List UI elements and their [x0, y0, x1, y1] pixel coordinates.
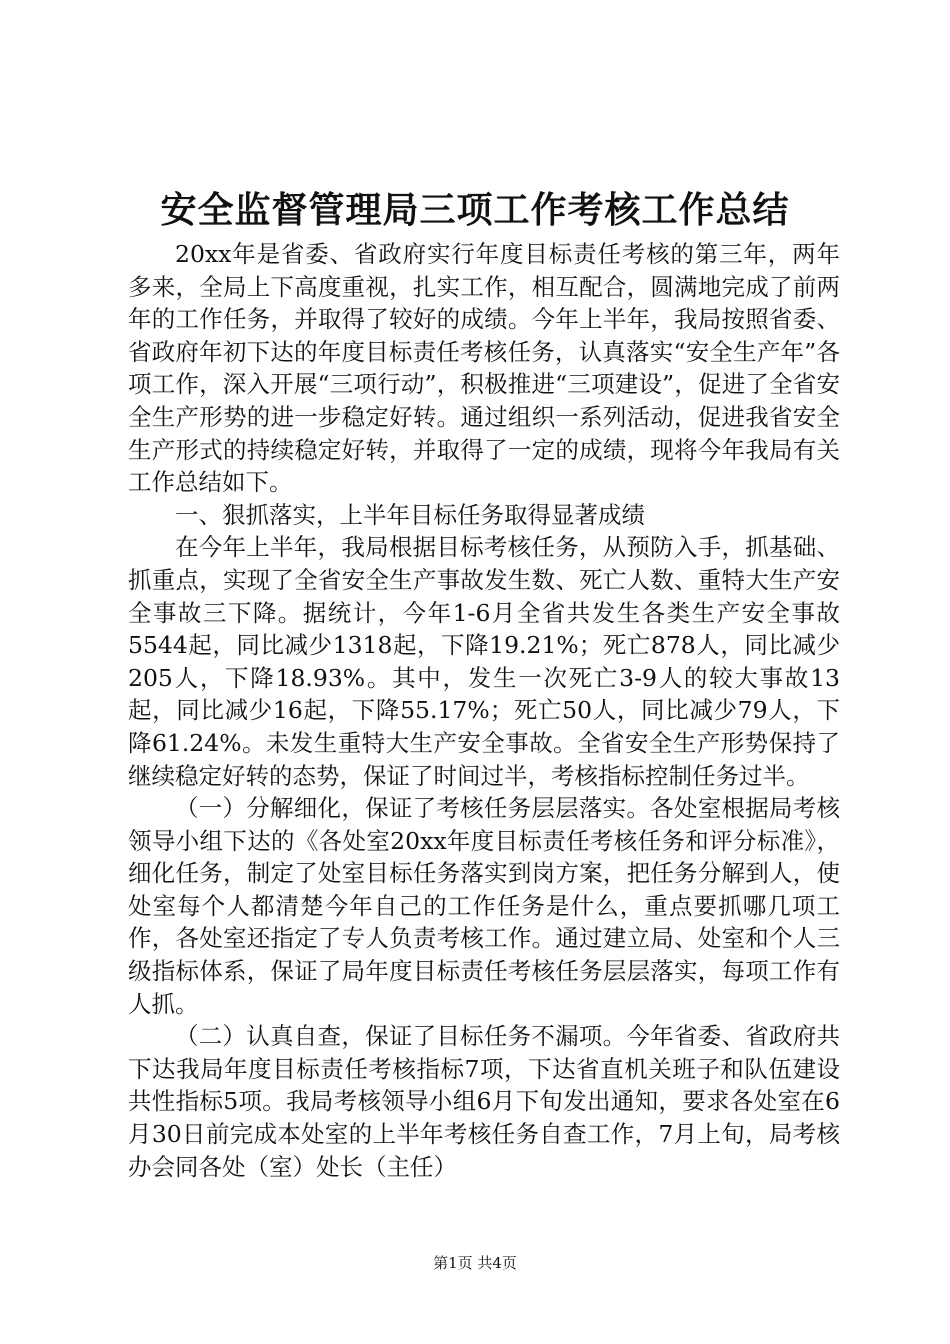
- subsection-one-paragraph: （一）分解细化，保证了考核任务层层落实。各处室根据局考核领导小组下达的《各处室20xx年度目标责任考核任务和评分标准》，细化任务，制定了处室目标任务落实到岗方案，把任务分解到人，使处室每个人都清楚今年自己的工作任务是什么，重点要抓哪几项工作，各处室还指定了专人负责考核工作。通过建立局、处室和个人三级指标体系，保证了局年度目标责任考核任务层层落实，每项工作有人抓。: [128, 794, 840, 1018]
- intro-paragraph: 20xx年是省委、省政府实行年度目标责任考核的第三年，两年多来，全局上下高度重视，扎实工作，相互配合，圆满地完成了前两年的工作任务，并取得了较好的成绩。今年上半年，我局按照省委、省政府年初下达的年度目标责任考核任务，认真落实“安全生产年”各项工作，深入开展“三项行动”，积极推进“三项建设”，促进了全省安全生产形势的进一步稳定好转。通过组织一系列活动，促进我省安全生产形式的持续稳定好转，并取得了一定的成绩，现将今年我局有关工作总结如下。: [128, 240, 840, 497]
- page-number-footer: 第1页 共4页: [433, 1254, 517, 1272]
- document-body: [128, 238, 840, 1183]
- section-heading: 一、狠抓落实，上半年目标任务取得显著成绩: [175, 500, 645, 529]
- statistics-paragraph: 在今年上半年，我局根据目标考核任务，从预防入手，抓基础、抓重点，实现了全省安全生产事故发生数、死亡人数、重特大生产安全事故三下降。据统计，今年1-6月全省共发生各类生产安全事故5544起，同比减少1318起，下降19.21%；死亡878人，同比减少205人，下降18.93%。其中，发生一次死亡3-9人的较大事故13起，同比减少16起，下降55.17%；死亡50人，同比减少79人，下降61.24%。未发生重特大生产安全事故。全省安全生产形势保持了继续稳定好转的态势，保证了时间过半，考核指标控制任务过半。: [128, 533, 840, 790]
- document-title: 安全监督管理局三项工作考核工作总结: [160, 189, 790, 231]
- subsection-two-paragraph: （二）认真自查，保证了目标任务不漏项。今年省委、省政府共下达我局年度目标责任考核指标7项，下达省直机关班子和队伍建设共性指标5项。我局考核领导小组6月下旬发出通知，要求各处室在6月30日前完成本处室的上半年考核任务自查工作，7月上旬，局考核办会同各处（室）处长（主任）: [128, 1022, 840, 1181]
